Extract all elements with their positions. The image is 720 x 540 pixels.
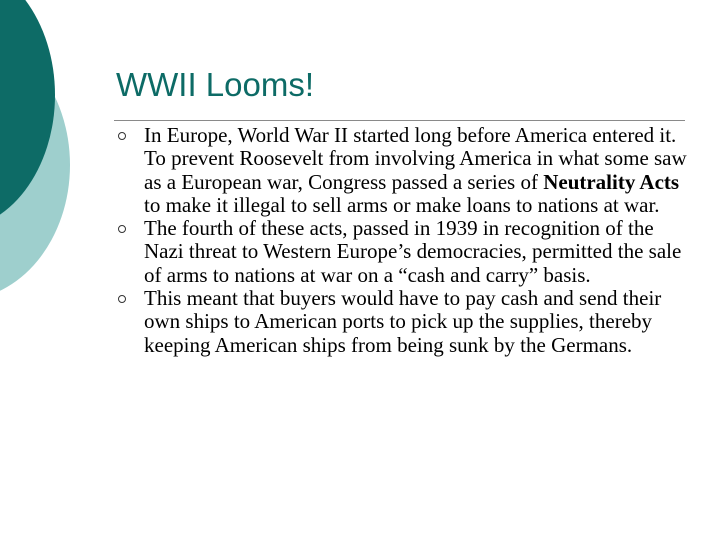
bullet-bold-text: Neutrality Acts	[543, 169, 680, 194]
bullet-item	[118, 124, 688, 217]
title-divider	[114, 120, 685, 121]
bullet-item	[118, 217, 688, 287]
bullet-circle-icon	[118, 295, 126, 303]
bullet-circle-icon	[118, 132, 126, 140]
slide-title: WWII Looms!	[116, 66, 315, 103]
bullet-circle-icon	[118, 225, 126, 233]
bullet-text: This meant that buyers would have to pay cash and send their own ships to American ports to pick up the supplies, thereby keeping American ships from being sunk by the Germans.	[144, 286, 662, 357]
bullet-list	[118, 124, 688, 357]
bullet-text: In Europe, World War II started long before America entered it. To prevent Roosevelt from involving America in what some saw as a European war, Congress passed a series of	[144, 123, 687, 194]
bullet-item	[118, 287, 688, 357]
bullet-text: to make it illegal to sell arms or make loans to nations at war.	[144, 192, 660, 217]
bullet-text: The fourth of these acts, passed in 1939 in recognition of the Nazi threat to Western Europe’s democracies, permitted the sale of arms to nations at war on a “cash and carry” basis.	[144, 216, 682, 287]
